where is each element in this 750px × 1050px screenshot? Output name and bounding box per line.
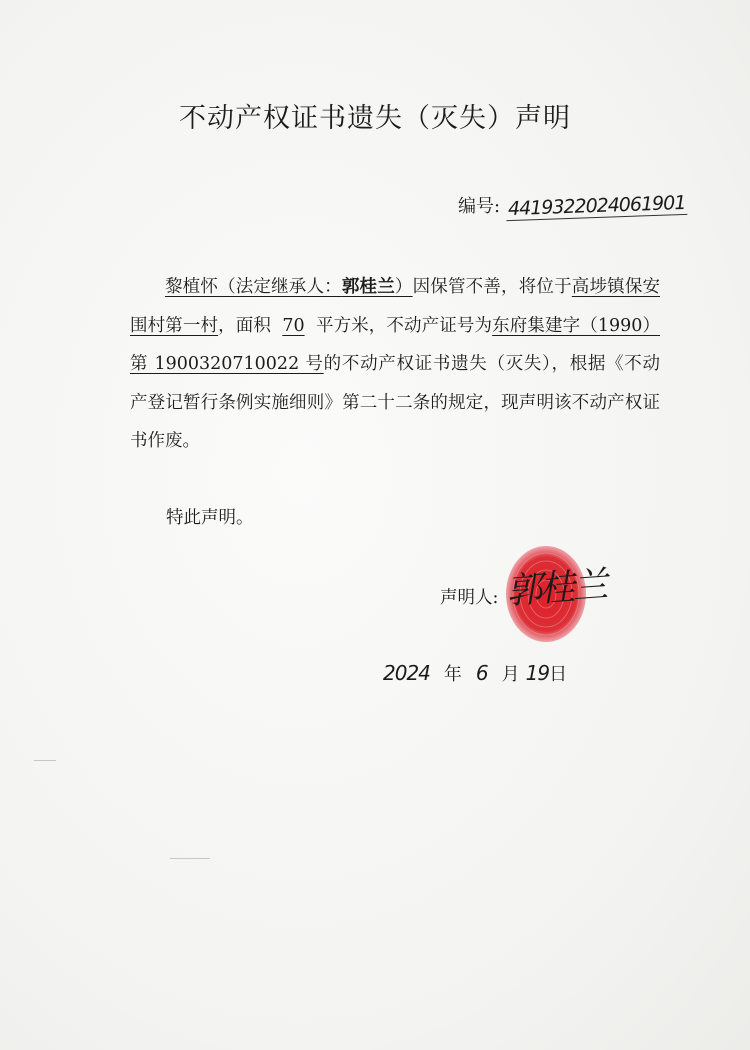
declarant-label: 声明人:: [440, 588, 499, 608]
statement-date: [383, 660, 567, 686]
text-segment-2: ，面积: [218, 315, 271, 336]
text-segment-4: 的不动产权证书遗失（灭失），根据《不动产登记暂行条例实施细则》第二十二条的规定，现声明该不动产权证书作废。: [130, 354, 660, 451]
property-area: 70: [282, 315, 305, 336]
scan-speck: [170, 858, 210, 859]
heir-prefix: （法定继承人：: [218, 277, 342, 297]
heir-suffix: ）: [394, 277, 413, 297]
certificate-number: 东府集建字（1990）第 1900320710022 号: [130, 315, 660, 374]
date-year-unit: 年: [443, 664, 462, 685]
owner-name: 黎植怀: [165, 277, 219, 297]
serial-label: 编号:: [458, 196, 501, 217]
text-segment-1: 因保管不善，将位于: [412, 277, 572, 297]
date-day-unit: 日: [549, 664, 568, 685]
document-title: 不动产权证书遗失（灭失）声明: [179, 103, 571, 134]
date-year: 2024: [383, 661, 430, 685]
statement-paragraph: [130, 268, 660, 461]
date-month: 6: [475, 661, 488, 685]
property-location: 高埗镇保安围村第一村: [130, 277, 661, 336]
statement-body: [130, 268, 660, 461]
scan-speck: [34, 760, 56, 761]
serial-number: [458, 191, 718, 221]
heir-name: 郭桂兰: [341, 277, 395, 297]
serial-value: 4419322024061901: [505, 192, 687, 221]
closing-remark: 特此声明。: [166, 508, 254, 528]
declarant-signature: 郭桂兰: [504, 564, 607, 613]
date-month-unit: 月: [501, 664, 520, 685]
text-segment-3: 平方米，不动产证号为: [315, 315, 493, 336]
date-day: 19: [525, 661, 550, 685]
